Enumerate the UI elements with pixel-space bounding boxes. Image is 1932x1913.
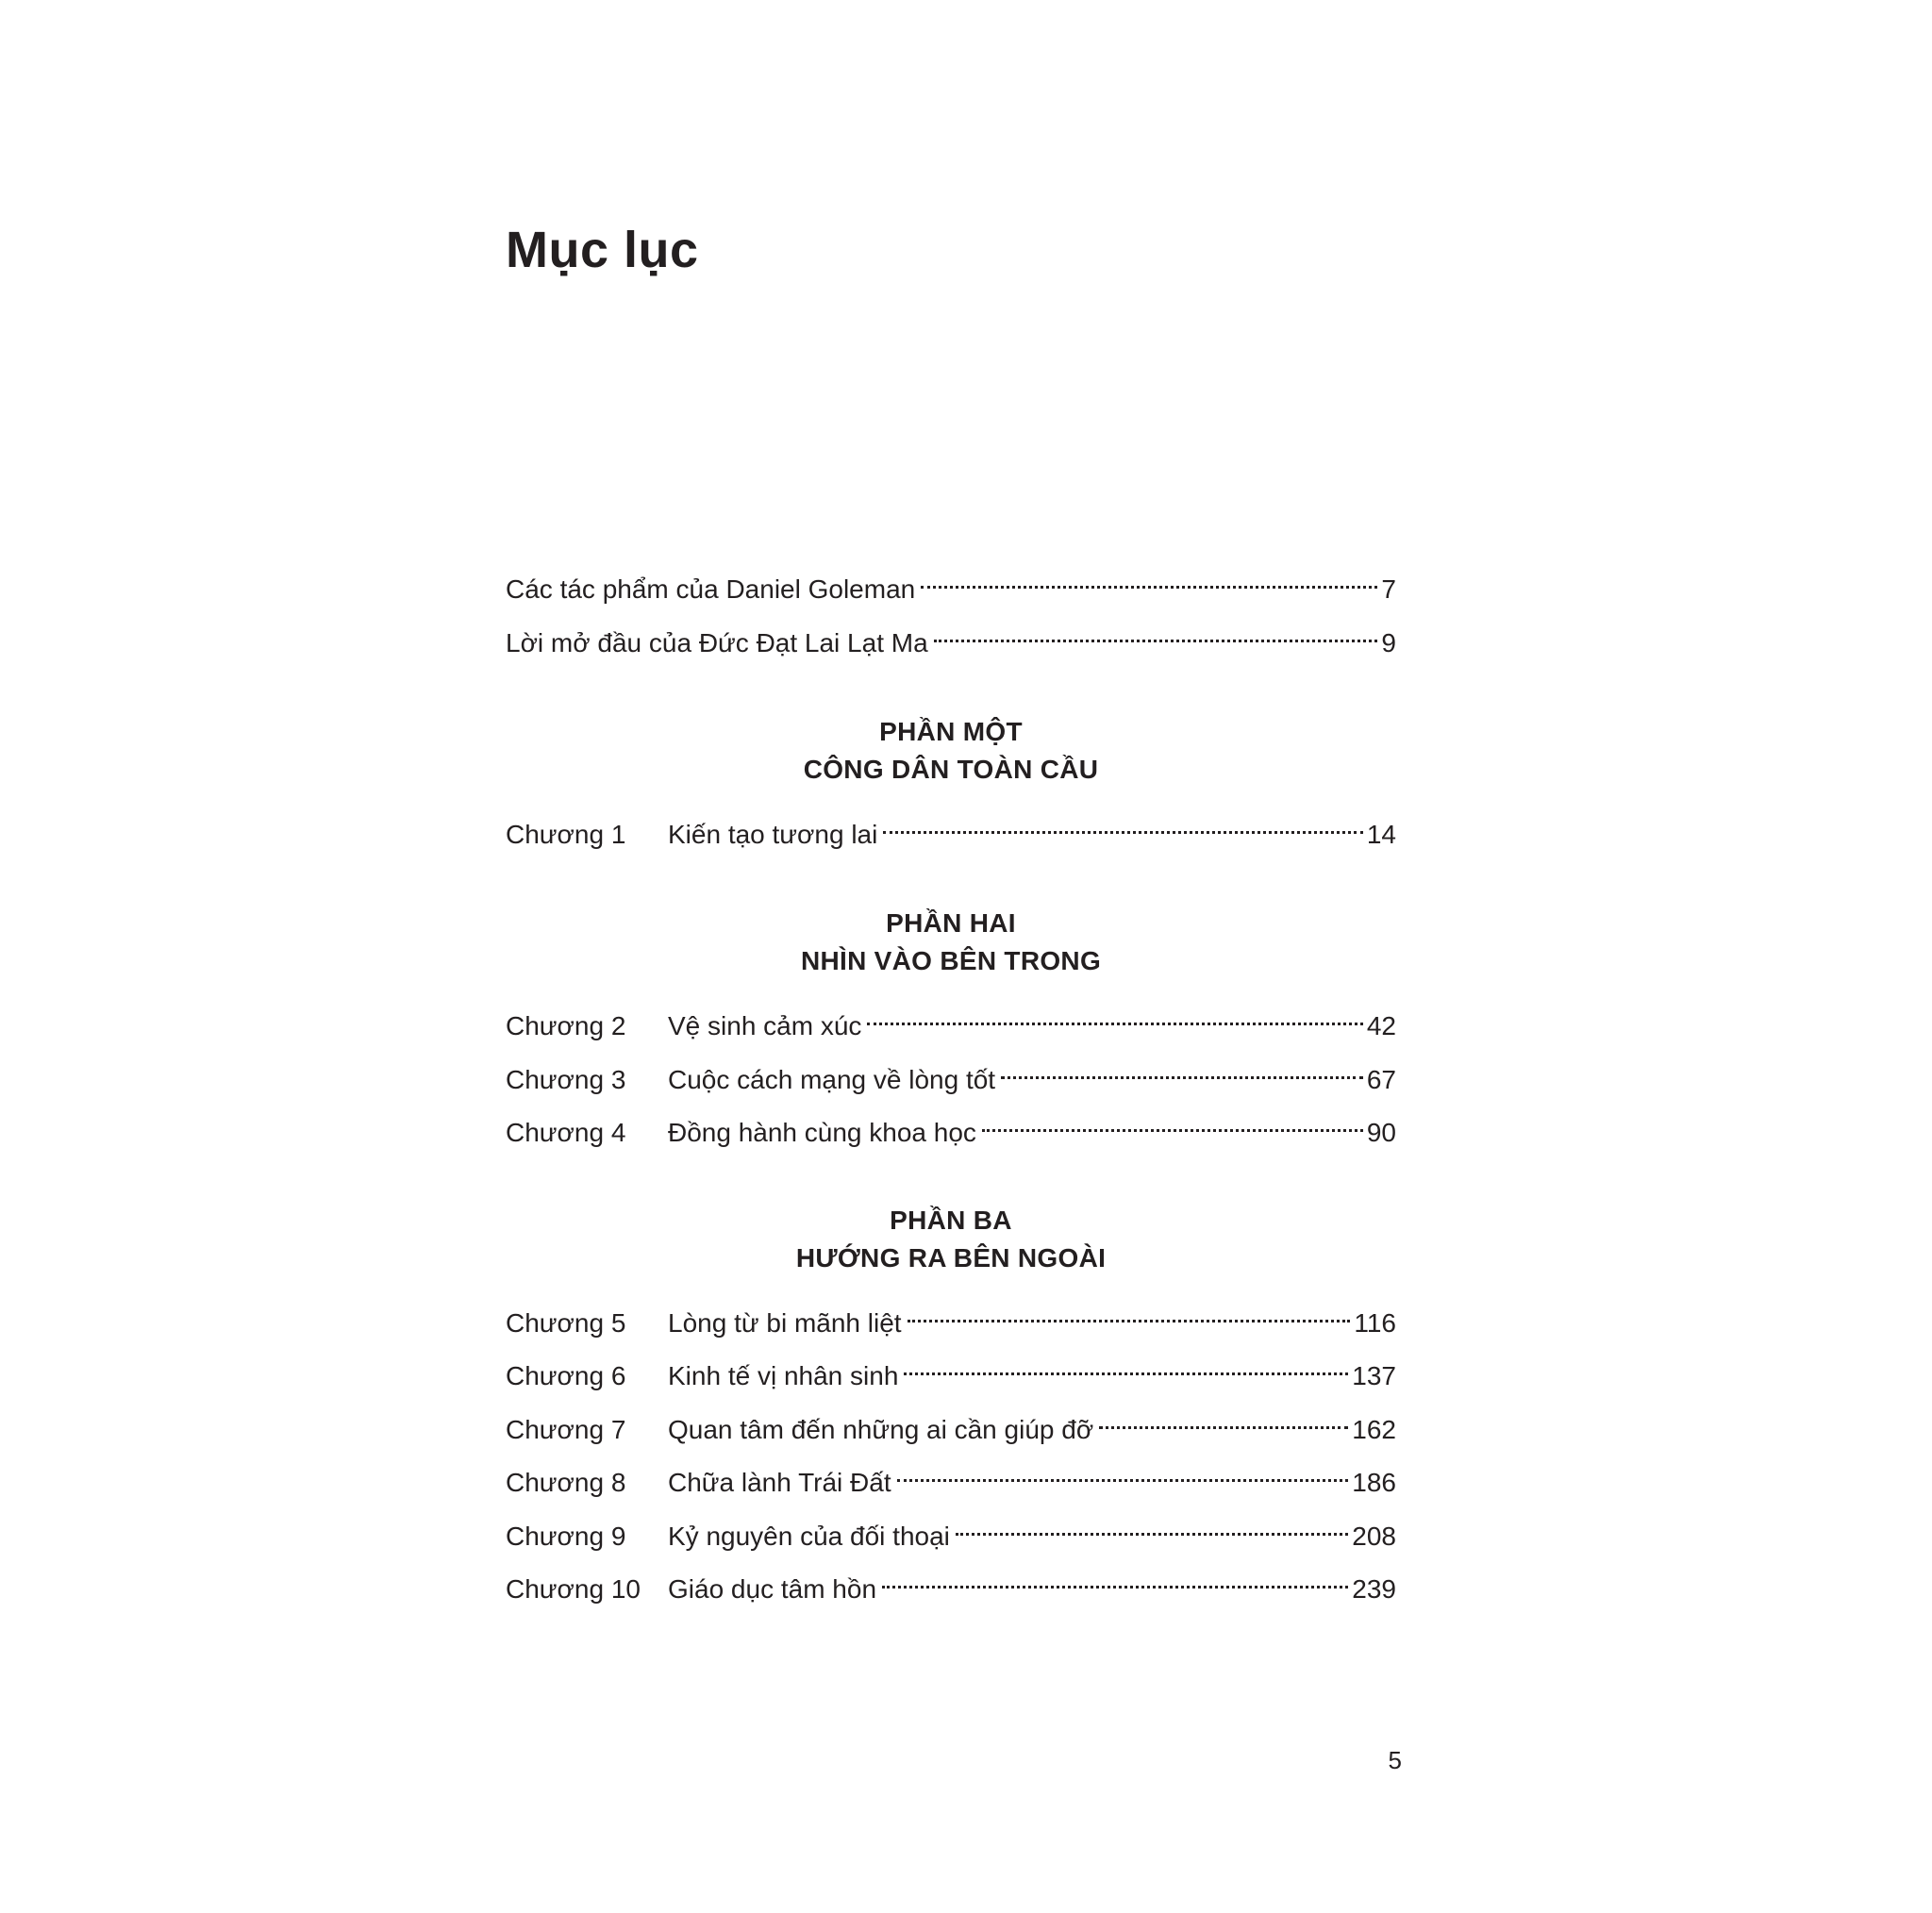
dot-leader bbox=[904, 1347, 1348, 1385]
entry-page: 9 bbox=[1381, 628, 1396, 657]
entry-title: Vệ sinh cảm xúc bbox=[668, 1011, 862, 1040]
entry-page: 239 bbox=[1352, 1574, 1396, 1604]
dot-leader bbox=[897, 1454, 1349, 1491]
dot-leader bbox=[982, 1104, 1363, 1141]
dot-leader bbox=[934, 614, 1378, 652]
dot-leader bbox=[1001, 1051, 1363, 1089]
toc-entry-chapter-5[interactable] bbox=[506, 1294, 1396, 1338]
chapter-number: Chương 7 bbox=[506, 1415, 626, 1444]
chapter-number: Chương 9 bbox=[506, 1522, 626, 1551]
chapter-number: Chương 8 bbox=[506, 1468, 626, 1497]
entry-page: 7 bbox=[1381, 574, 1396, 604]
entry-title: Lòng từ bi mãnh liệt bbox=[668, 1308, 902, 1338]
entry-title: Kỷ nguyên của đối thoại bbox=[668, 1522, 950, 1551]
dot-leader bbox=[921, 560, 1377, 598]
chapter-number: Chương 4 bbox=[506, 1118, 626, 1147]
entry-page: 90 bbox=[1366, 1118, 1396, 1147]
dot-leader bbox=[883, 806, 1362, 843]
part-name: HƯỚNG RA BÊN NGOÀI bbox=[795, 1243, 1107, 1273]
entry-page: 42 bbox=[1366, 1011, 1396, 1040]
entry-title: Cuộc cách mạng về lòng tốt bbox=[668, 1065, 996, 1094]
entry-title: Lời mở đầu của Đức Đạt Lai Lạt Ma bbox=[506, 628, 928, 657]
toc-entry-chapter-2[interactable] bbox=[506, 997, 1396, 1040]
part-name: CÔNG DÂN TOÀN CẦU bbox=[803, 755, 1099, 784]
entry-title: Kinh tế vị nhân sinh bbox=[668, 1361, 899, 1390]
part-label: PHẦN HAI bbox=[886, 908, 1016, 938]
chapter-number: Chương 10 bbox=[506, 1574, 641, 1604]
dot-leader bbox=[956, 1507, 1348, 1545]
entry-title: Kiến tạo tương lai bbox=[668, 820, 878, 849]
toc-entry-chapter-8[interactable] bbox=[506, 1454, 1396, 1497]
chapter-number: Chương 2 bbox=[506, 1011, 626, 1040]
toc-entry-chapter-3[interactable] bbox=[506, 1051, 1396, 1094]
chapter-number: Chương 6 bbox=[506, 1361, 626, 1390]
dot-leader bbox=[908, 1294, 1351, 1332]
part-label: PHẦN BA bbox=[890, 1206, 1012, 1235]
dot-leader bbox=[882, 1560, 1348, 1598]
toc-entry-front-1[interactable] bbox=[506, 560, 1396, 604]
chapter-number: Chương 5 bbox=[506, 1308, 626, 1338]
toc-entry-chapter-4[interactable] bbox=[506, 1104, 1396, 1147]
chapter-number: Chương 1 bbox=[506, 820, 626, 849]
entry-title: Đồng hành cùng khoa học bbox=[668, 1118, 976, 1147]
dot-leader bbox=[1099, 1401, 1348, 1439]
chapter-number: Chương 3 bbox=[506, 1065, 626, 1094]
toc-entry-chapter-7[interactable] bbox=[506, 1401, 1396, 1444]
part-name: NHÌN VÀO BÊN TRONG bbox=[800, 946, 1102, 975]
page-number: 5 bbox=[1388, 1746, 1402, 1774]
entry-title: Giáo dục tâm hồn bbox=[668, 1574, 877, 1604]
page-title: Mục lục bbox=[506, 222, 699, 278]
entry-title: Quan tâm đến những ai cần giúp đỡ bbox=[668, 1415, 1094, 1444]
entry-page: 186 bbox=[1352, 1468, 1396, 1497]
dot-leader bbox=[867, 997, 1362, 1035]
entry-page: 116 bbox=[1354, 1308, 1396, 1338]
toc-entry-front-2[interactable] bbox=[506, 614, 1396, 657]
entry-page: 67 bbox=[1366, 1065, 1396, 1094]
entry-page: 162 bbox=[1352, 1415, 1396, 1444]
toc-entry-chapter-1[interactable] bbox=[506, 806, 1396, 849]
entry-page: 137 bbox=[1352, 1361, 1396, 1390]
entry-title: Các tác phẩm của Daniel Goleman bbox=[506, 574, 916, 604]
part-label: PHẦN MỘT bbox=[879, 717, 1023, 746]
entry-title: Chữa lành Trái Đất bbox=[668, 1468, 891, 1497]
toc-entry-chapter-6[interactable] bbox=[506, 1347, 1396, 1390]
entry-page: 208 bbox=[1352, 1522, 1396, 1551]
entry-page: 14 bbox=[1366, 820, 1396, 849]
toc-entry-chapter-10[interactable] bbox=[506, 1560, 1396, 1604]
toc-entry-chapter-9[interactable] bbox=[506, 1507, 1396, 1551]
